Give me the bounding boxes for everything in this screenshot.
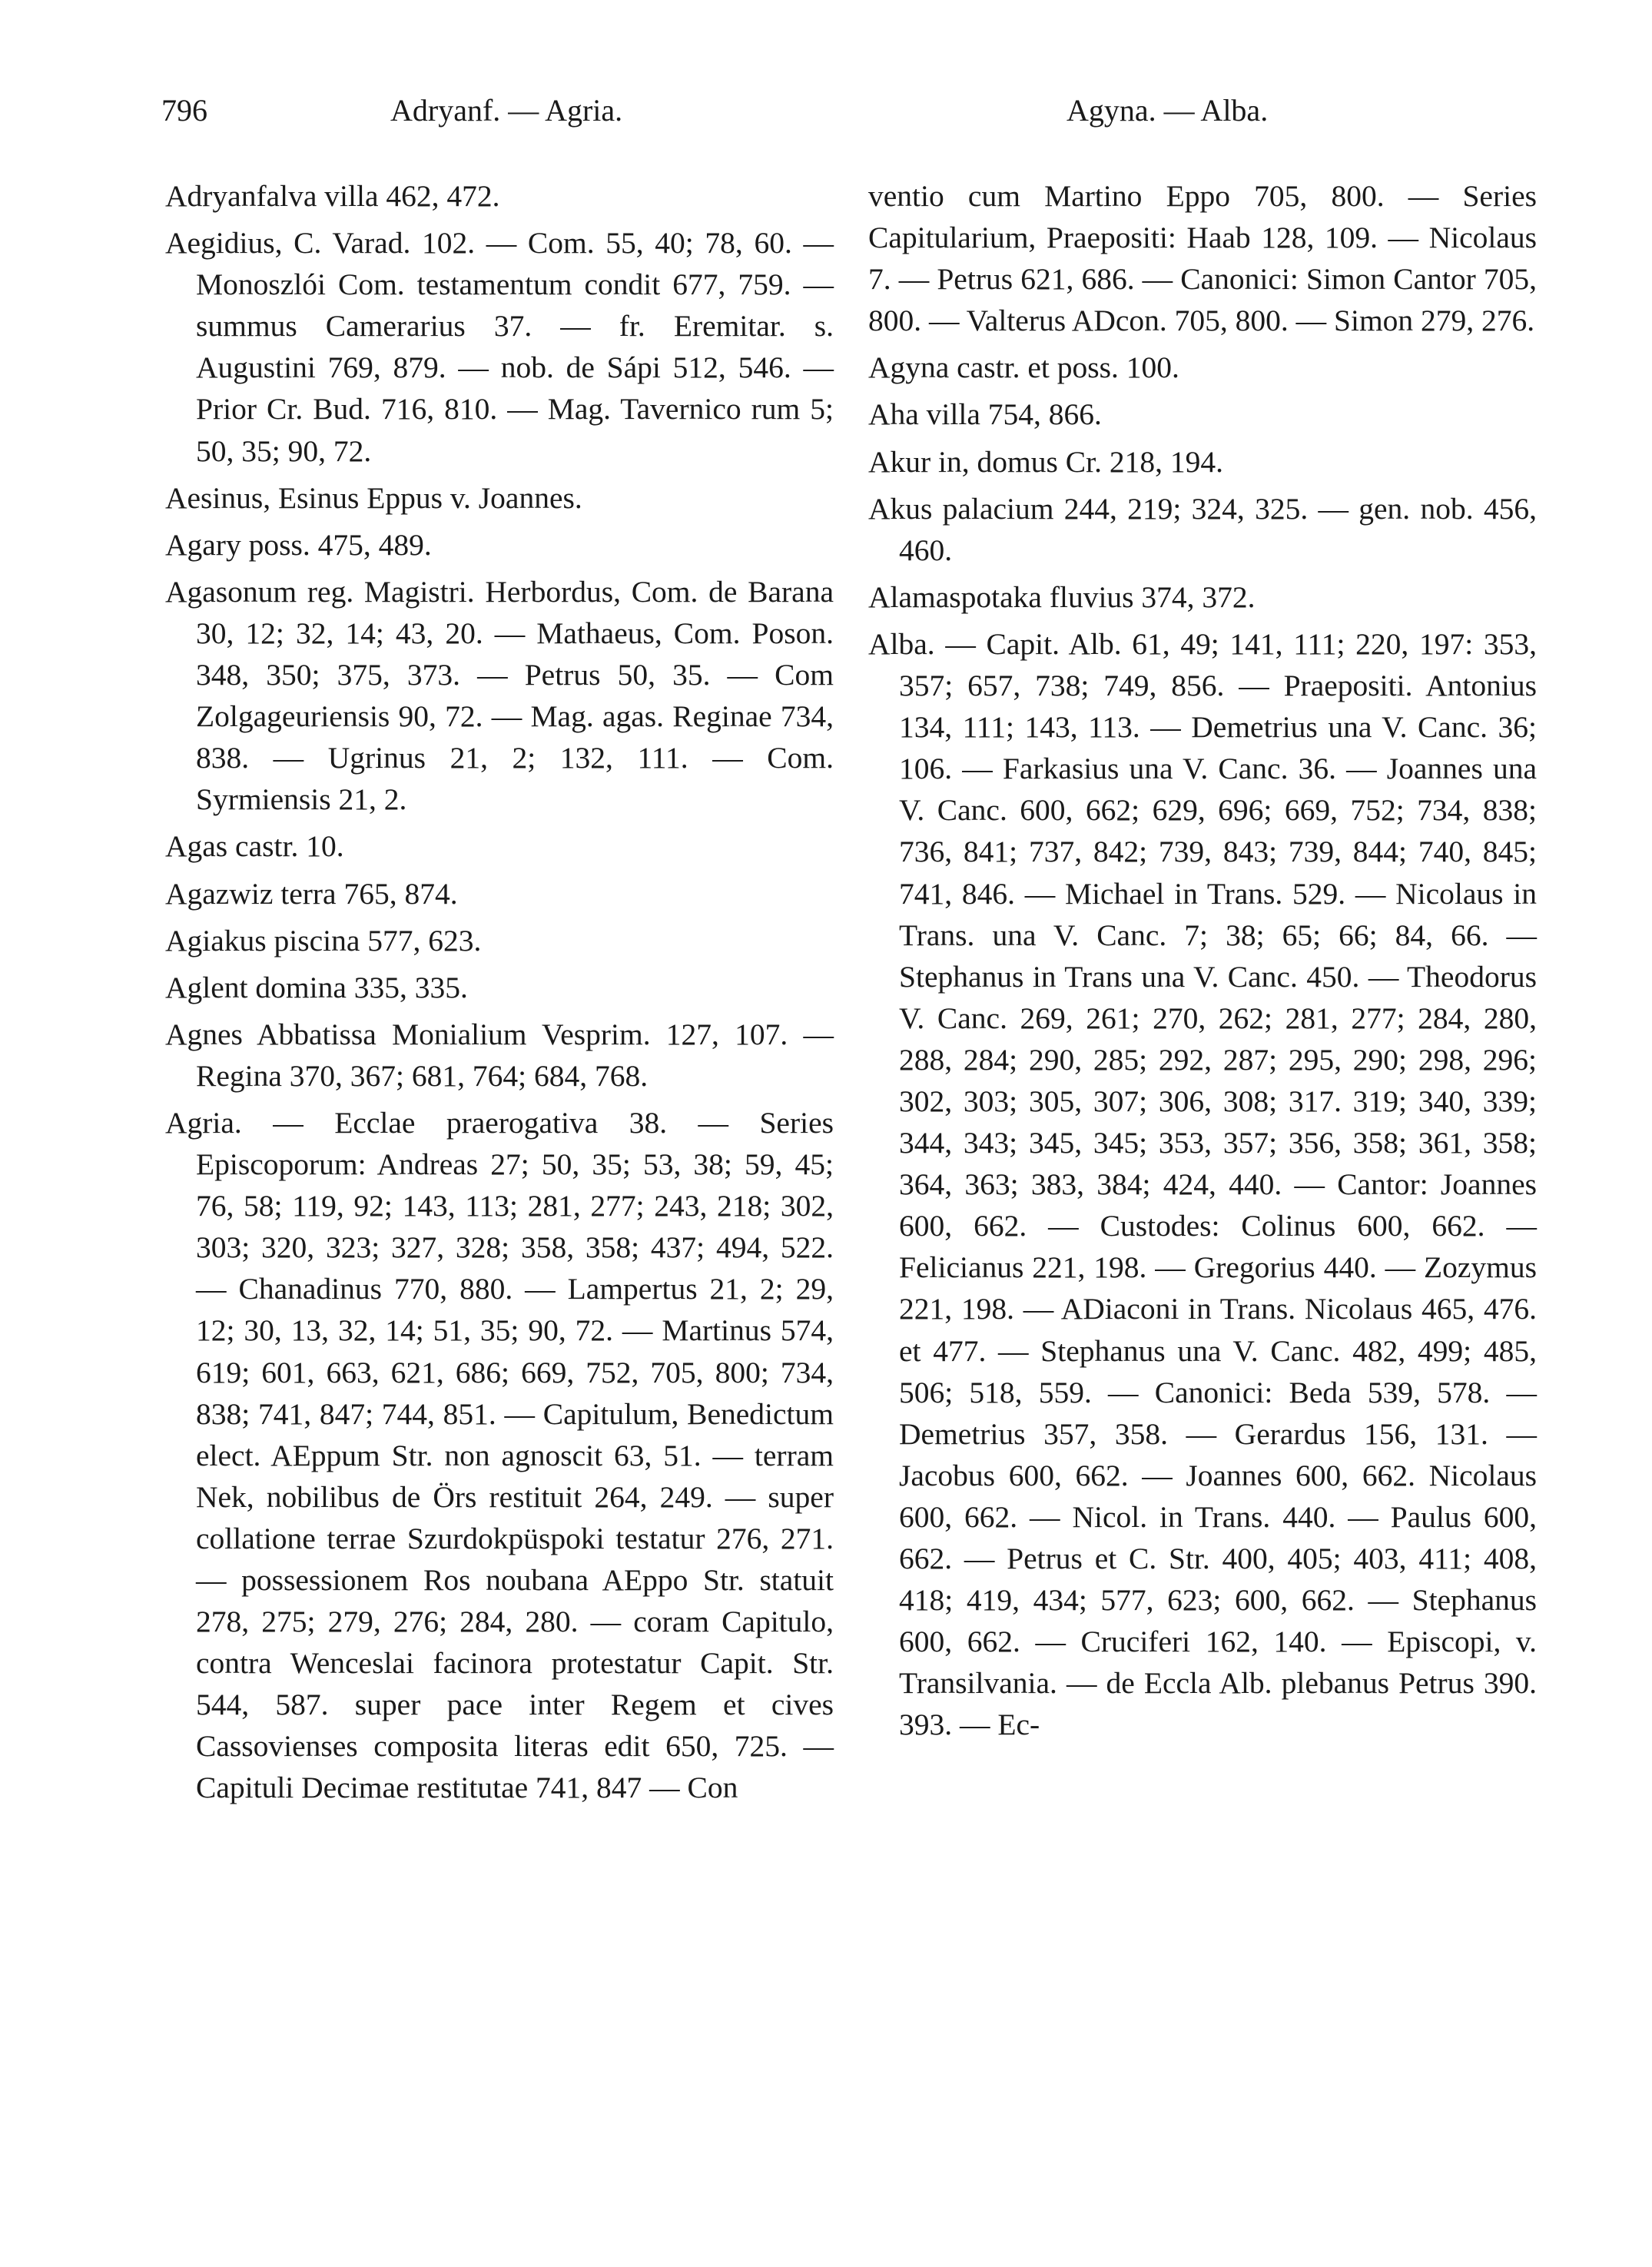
page-number: 796 (161, 93, 207, 128)
index-entry: Aegidius, C. Varad. 102. — Com. 55, 40; 78, 60. — Monoszlói Com. testamentum condit 677, 759. — summus Camerarius 37. — fr. Eremitar. s. Augustini 769, 879. — nob. de Sápi 512, 546. — Prior Cr. Bud. 716, 810. — Mag. Tavernico rum 5; 50, 35; 90, 72. (165, 226, 834, 468)
index-entry: Aglent domina 335, 335. (165, 970, 468, 1004)
running-header (0, 92, 1652, 138)
index-entry: Agasonum reg. Magistri. Herbordus, Com. de Barana 30, 12; 32, 14; 43, 20. — Mathaeus, Com. Poson. 348, 350; 375, 373. — Petrus 50, 35. — Com Zolgageuriensis 90, 72. — Mag. agas. Reginae 734, 838. — Ugrinus 21, 2; 132, 111. — Com. Syrmiensis 21, 2. (165, 574, 834, 817)
index-entry: Akus palacium 244, 219; 324, 325. — gen. nob. 456, 460. (868, 491, 1537, 567)
index-entry: Agas castr. 10. (165, 829, 344, 864)
right-column (868, 175, 1537, 1751)
index-entry: Alamaspotaka fluvius 374, 372. (868, 579, 1256, 614)
index-entry: Agiakus piscina 577, 623. (165, 923, 482, 958)
index-entry: Agnes Abbatissa Monialium Vesprim. 127, 107. — Regina 370, 367; 681, 764; 684, 768. (165, 1017, 834, 1093)
index-entry: Aha villa 754, 866. (868, 397, 1102, 432)
running-head-left: Adryanf. — Agria. (390, 93, 623, 128)
index-entry: Agazwiz terra 765, 874. (165, 876, 458, 911)
left-column (165, 175, 834, 1814)
index-entry: Agyna castr. et poss. 100. (868, 350, 1179, 385)
index-entry: Aesinus, Esinus Eppus v. Joannes. (165, 480, 582, 515)
index-entry: Akur in, domus Cr. 218, 194. (868, 444, 1223, 479)
index-entry: Adryanfalva villa 462, 472. (165, 179, 500, 213)
index-entry: Agria. — Ecclae praerogativa 38. — Series Episcoporum: Andreas 27; 50, 35; 53, 38; 59, 45; 76, 58; 119, 92; 143, 113; 281, 277; 243, 218; 302, 303; 320, 323; 327, 328; 358, 358; 437; 494, 522. — Chanadinus 770, 880. — Lampertus 21, 2; 29, 12; 30, 13, 32, 14; 51, 35; 90, 72. — Martinus 574, 619; 601, 663, 621, 686; 669, 752, 705, 800; 734, 838; 741, 847; 744, 851. — Capitulum, Benedictum elect. AEppum Str. non agnoscit 63, 51. — terram Nek, nobilibus de Örs restituit 264, 249. — super collatione terrae Szurdokpüspoki testatur 276, 271. — possessionem Ros noubana AEppo Str. statuit 278, 275; 279, 276; 284, 280. — coram Capitulo, contra Wenceslai facinora protestatur Capit. Str. 544, 587. super pace inter Regem et cives Cassovienses composita literas edit 650, 725. — Capituli Decimae restitutae 741, 847 — Con (165, 1105, 834, 1805)
index-entry-continued: ventio cum Martino Eppo 705, 800. — Series Capitularium, Praepositi: Haab 128, 109. — Nicolaus 7. — Petrus 621, 686. — Canonici: Simon Cantor 705, 800. — Valterus ADcon. 705, 800. — Simon 279, 276. (868, 179, 1537, 338)
running-head-right: Agyna. — Alba. (1067, 93, 1269, 128)
index-entry: Agary poss. 475, 489. (165, 527, 432, 562)
index-entry: Alba. — Capit. Alb. 61, 49; 141, 111; 220, 197: 353, 357; 657, 738; 749, 856. — Praepositi. Antonius 134, 111; 143, 113. — Demetrius una V. Canc. 36; 106. — Farkasius una V. Canc. 36. — Joannes una V. Canc. 600, 662; 629, 696; 669, 752; 734, 838; 736, 841; 737, 842; 739, 843; 739, 844; 740, 845; 741, 846. — Michael in Trans. 529. — Nicolaus in Trans. una V. Canc. 7; 38; 65; 66; 84, 66. — Stephanus in Trans una V. Canc. 450. — Theodorus V. Canc. 269, 261; 270, 262; 281, 277; 284, 280, 288, 284; 290, 285; 292, 287; 295, 290; 298, 296; 302, 303; 305, 307; 306, 308; 317. 319; 340, 339; 344, 343; 345, 345; 353, 357; 356, 358; 361, 358; 364, 363; 383, 384; 424, 440. — Cantor: Joannes 600, 662. — Custodes: Colinus 600, 662. — Felicianus 221, 198. — Gregorius 440. — Zozymus 221, 198. — ADiaconi in Trans. Nicolaus 465, 476. et 477. — Stephanus una V. Canc. 482, 499; 485, 506; 518, 559. — Canonici: Beda 539, 578. — Demetrius 357, 358. — Gerardus 156, 131. — Jacobus 600, 662. — Joannes 600, 662. Nicolaus 600, 662. — Nicol. in Trans. 440. — Paulus 600, 662. — Petrus et C. Str. 400, 405; 403, 411; 408, 418; 419, 434; 577, 623; 600, 662. — Stephanus 600, 662. — Cruciferi 162, 140. — Episcopi, v. Transilvania. — de Eccla Alb. plebanus Petrus 390. 393. — Ec- (868, 626, 1537, 1742)
